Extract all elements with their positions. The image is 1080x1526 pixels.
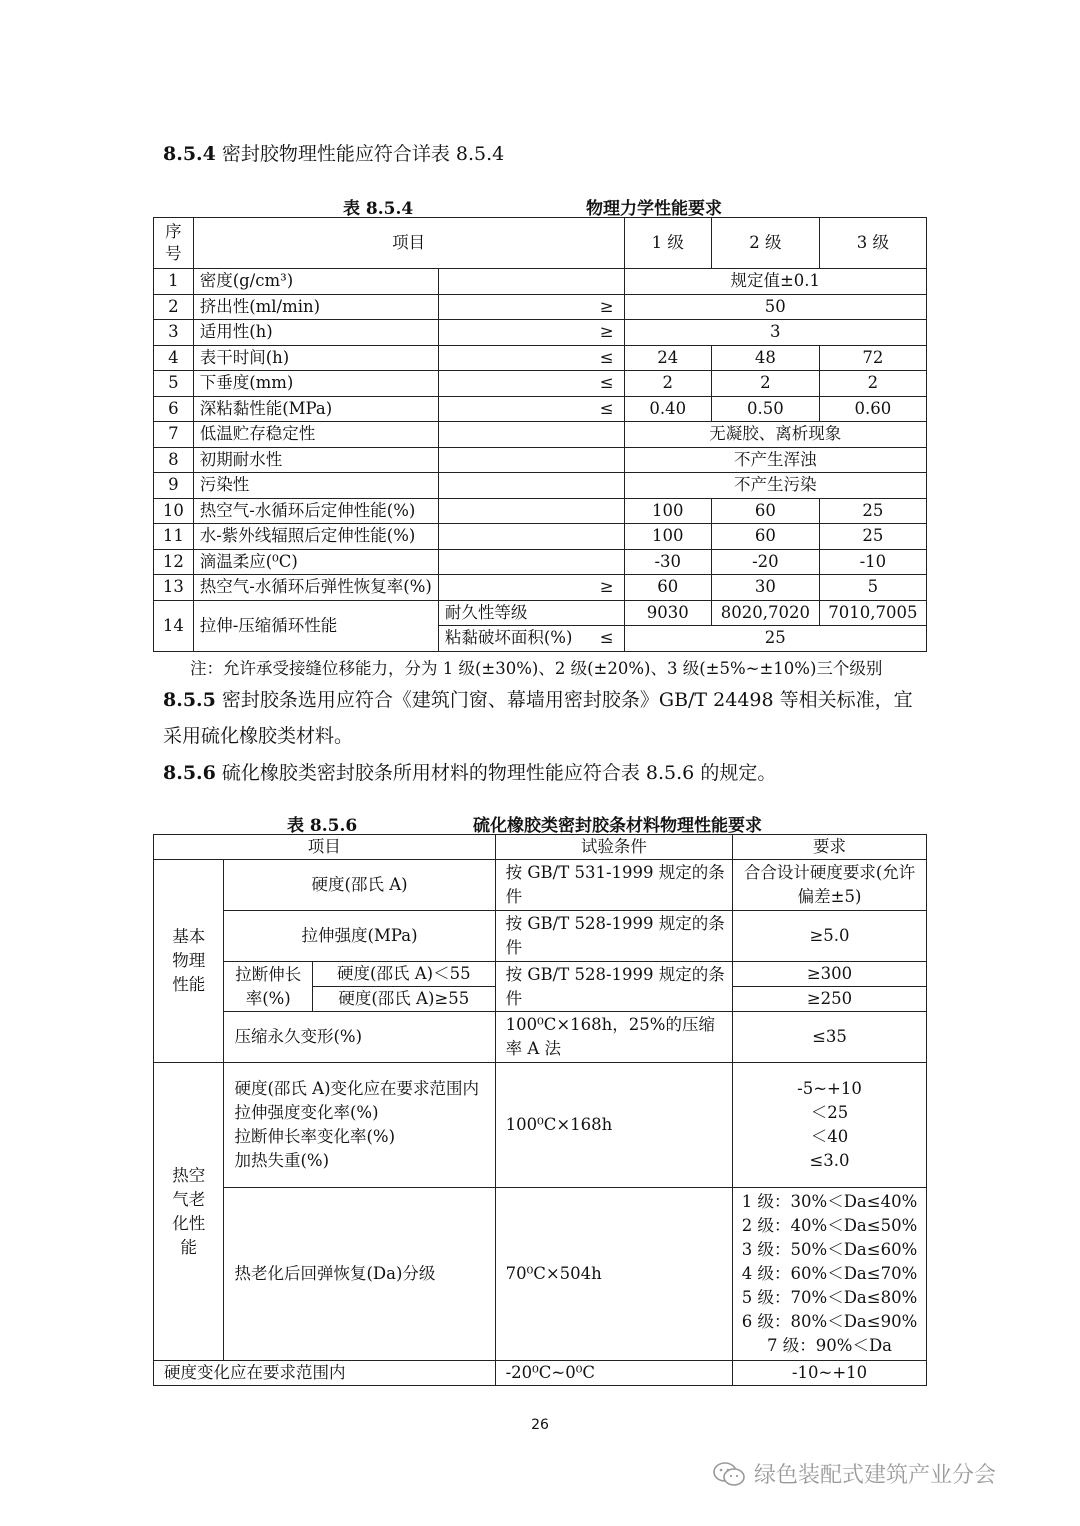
row-requirement: ≥300	[733, 962, 927, 987]
row-value-1: 9030	[624, 600, 711, 626]
row-subitem: 硬度(邵氏 A)＜55	[312, 962, 495, 987]
list-item: 加热失重(%)	[234, 1151, 330, 1170]
row-value-3: 25	[819, 524, 926, 550]
table-row	[154, 422, 927, 448]
header-item: 项目	[193, 218, 624, 269]
comparison-symbol: ≤	[438, 371, 624, 397]
comparison-symbol	[438, 473, 624, 499]
row-item: 表干时间(h)	[193, 345, 438, 371]
table-header-row	[154, 835, 927, 860]
table-row	[154, 962, 927, 987]
row-item: 拉伸-压缩循环性能	[193, 600, 438, 651]
subitem-label: 粘黏破坏面积(%)	[444, 628, 573, 648]
row-item: 密度(g/cm³)	[193, 269, 438, 295]
row-subitem: 硬度(邵氏 A)≥55	[312, 987, 495, 1012]
comparison-symbol	[438, 498, 624, 524]
section-8-5-5	[163, 682, 923, 754]
section-text: 硫化橡胶类密封胶条所用材料的物理性能应符合表 8.5.6 的规定。	[221, 762, 777, 784]
row-subitem: 耐久性等级	[438, 600, 624, 626]
list-item: 4 级：60%＜Da≤70%	[741, 1264, 918, 1283]
header-requirement: 要求	[733, 835, 927, 860]
row-value-merged: 规定值±0.1	[624, 269, 926, 295]
table-row	[154, 1012, 927, 1063]
list-item: 6 级：80%＜Da≤90%	[741, 1312, 918, 1331]
list-item: 5 级：70%＜Da≤80%	[741, 1288, 918, 1307]
table-header-row	[154, 218, 927, 269]
row-number: 9	[154, 473, 194, 499]
row-value-merged: 无凝胶、离析现象	[624, 422, 926, 448]
section-number: 8.5.6	[163, 762, 216, 784]
row-item: 热空气-水循环后定伸性能(%)	[193, 498, 438, 524]
row-item: 水-紫外线辐照后定伸性能(%)	[193, 524, 438, 550]
row-number: 1	[154, 269, 194, 295]
table-caption-number: 表 8.5.6	[287, 816, 358, 836]
row-number: 5	[154, 371, 194, 397]
row-subitem	[438, 626, 624, 652]
row-number: 8	[154, 447, 194, 473]
row-value-2: 60	[711, 498, 819, 524]
row-item: 压缩永久变形(%)	[224, 1012, 495, 1063]
section-number: 8.5.5	[163, 689, 216, 711]
comparison-symbol: ≥	[438, 320, 624, 346]
comparison-symbol: ≤	[438, 345, 624, 371]
section-8-5-4	[163, 136, 923, 172]
physical-properties-table	[153, 217, 927, 652]
header-item: 项目	[154, 835, 496, 860]
header-grade-2: 2 级	[711, 218, 819, 269]
row-requirement: ≥5.0	[733, 911, 927, 962]
header-grade-1: 1 级	[624, 218, 711, 269]
row-value-3: 7010,7005	[819, 600, 926, 626]
table-row	[154, 575, 927, 601]
row-item-list	[224, 1063, 495, 1188]
wechat-icon	[712, 1461, 746, 1487]
row-value-3: 5	[819, 575, 926, 601]
list-item: ≤3.0	[809, 1151, 850, 1170]
page-number: 26	[531, 1417, 549, 1433]
list-item: 3 级：50%＜Da≤60%	[741, 1240, 918, 1259]
row-requirement: ≥250	[733, 987, 927, 1012]
row-number: 14	[154, 600, 194, 651]
row-value-merged: 25	[624, 626, 926, 652]
header-grade-3: 3 级	[819, 218, 926, 269]
row-value-2: 60	[711, 524, 819, 550]
table-caption-title: 硫化橡胶类密封胶条材料物理性能要求	[473, 816, 762, 836]
list-item: -5~+10	[797, 1079, 862, 1098]
row-value-2: 8020,7020	[711, 600, 819, 626]
row-item: 热老化后回弹恢复(Da)分级	[224, 1188, 495, 1361]
table-row	[154, 371, 927, 397]
row-value-1: 100	[624, 524, 711, 550]
row-condition: 70⁰C×504h	[495, 1188, 732, 1361]
row-number: 13	[154, 575, 194, 601]
row-value-2: 2	[711, 371, 819, 397]
header-seq: 序号	[154, 218, 194, 269]
comparison-symbol: ≤	[438, 396, 624, 422]
table-row	[154, 345, 927, 371]
list-item: 拉伸强度变化率(%)	[234, 1103, 379, 1122]
row-value-merged: 3	[624, 320, 926, 346]
row-value-1: 24	[624, 345, 711, 371]
table-row	[154, 860, 927, 911]
list-item: 1 级：30%＜Da≤40%	[741, 1192, 918, 1211]
row-number: 3	[154, 320, 194, 346]
row-value-2: 48	[711, 345, 819, 371]
section-text: 密封胶条选用应符合《建筑门窗、幕墙用密封胶条》GB/T 24498 等相关标准，宜采用硫化橡胶类材料。	[163, 689, 913, 747]
list-item: 硬度(邵氏 A)变化应在要求范围内	[234, 1079, 480, 1098]
list-item: 7 级：90%＜Da	[767, 1336, 893, 1355]
table-row	[154, 524, 927, 550]
row-item: 挤出性(ml/min)	[193, 294, 438, 320]
table-row	[154, 447, 927, 473]
comparison-symbol: ≥	[438, 575, 624, 601]
watermark-text: 绿色装配式建筑产业分会	[754, 1463, 997, 1488]
section-text: 密封胶物理性能应符合详表 8.5.4	[221, 143, 505, 165]
row-requirement: ≤35	[733, 1012, 927, 1063]
row-requirement: 合合设计硬度要求(允许偏差±5)	[733, 860, 927, 911]
row-requirement-list	[733, 1063, 927, 1188]
section-8-5-6	[163, 755, 923, 791]
row-value-merged: 不产生浑浊	[624, 447, 926, 473]
row-value-2: -20	[711, 549, 819, 575]
row-value-1: 0.40	[624, 396, 711, 422]
row-value-3: 0.60	[819, 396, 926, 422]
table-row	[154, 600, 927, 626]
table-caption-title: 物理力学性能要求	[586, 199, 722, 219]
row-number: 4	[154, 345, 194, 371]
row-item: 低温贮存稳定性	[193, 422, 438, 448]
header-condition: 试验条件	[495, 835, 732, 860]
row-item: 初期耐水性	[193, 447, 438, 473]
group-label: 基本物理性能	[154, 860, 224, 1063]
row-condition: 100⁰C×168h	[495, 1063, 732, 1188]
row-item: 滴温柔应(⁰C)	[193, 549, 438, 575]
row-value-2: 0.50	[711, 396, 819, 422]
row-number: 10	[154, 498, 194, 524]
row-value-merged: 50	[624, 294, 926, 320]
table-body	[154, 269, 927, 601]
table-row	[154, 911, 927, 962]
row-number: 2	[154, 294, 194, 320]
table-row	[154, 269, 927, 295]
row-value-3: 2	[819, 371, 926, 397]
rubber-properties-table	[153, 834, 927, 1386]
row-item: 热空气-水循环后弹性恢复率(%)	[193, 575, 438, 601]
row-value-merged: 不产生污染	[624, 473, 926, 499]
row-condition: 100⁰C×168h，25%的压缩率 A 法	[495, 1012, 732, 1063]
row-value-3: -10	[819, 549, 926, 575]
row-number: 12	[154, 549, 194, 575]
row-value-3: 25	[819, 498, 926, 524]
table-row	[154, 498, 927, 524]
row-value-3: 72	[819, 345, 926, 371]
row-value-2: 30	[711, 575, 819, 601]
list-item: 拉断伸长率变化率(%)	[234, 1127, 396, 1146]
row-number: 6	[154, 396, 194, 422]
table-caption-number: 表 8.5.4	[343, 199, 414, 219]
row-condition: -20⁰C~0⁰C	[495, 1361, 732, 1386]
list-item: ＜40	[810, 1127, 849, 1146]
table-row	[154, 549, 927, 575]
row-condition: 按 GB/T 528-1999 规定的条件	[495, 962, 732, 1012]
comparison-symbol	[438, 422, 624, 448]
table-note: 注：允许承受接缝位移能力，分为 1 级(±30%)、2 级(±20%)、3 级(±5%~±10%)三个级别	[190, 659, 883, 678]
row-condition: 按 GB/T 531-1999 规定的条件	[495, 860, 732, 911]
row-condition: 按 GB/T 528-1999 规定的条件	[495, 911, 732, 962]
row-requirement: -10~+10	[733, 1361, 927, 1386]
comparison-symbol: ≤	[599, 628, 614, 648]
row-item: 拉伸强度(MPa)	[224, 911, 495, 962]
table-row	[154, 1188, 927, 1361]
table-row	[154, 1361, 927, 1386]
row-number: 11	[154, 524, 194, 550]
table-row	[154, 294, 927, 320]
row-item: 硬度(邵氏 A)	[224, 860, 495, 911]
list-item: ＜25	[810, 1103, 849, 1122]
row-item: 下垂度(mm)	[193, 371, 438, 397]
comparison-symbol	[438, 549, 624, 575]
table-row	[154, 473, 927, 499]
row-item: 污染性	[193, 473, 438, 499]
row-requirement-list	[733, 1188, 927, 1361]
table-row	[154, 320, 927, 346]
comparison-symbol	[438, 269, 624, 295]
comparison-symbol	[438, 524, 624, 550]
row-number: 7	[154, 422, 194, 448]
table-row	[154, 1063, 927, 1188]
row-value-1: 2	[624, 371, 711, 397]
row-value-1: 100	[624, 498, 711, 524]
row-item: 深粘黏性能(MPa)	[193, 396, 438, 422]
row-value-1: 60	[624, 575, 711, 601]
table-row	[154, 396, 927, 422]
section-number: 8.5.4	[163, 143, 216, 165]
row-value-1: -30	[624, 549, 711, 575]
comparison-symbol	[438, 447, 624, 473]
list-item: 2 级：40%＜Da≤50%	[741, 1216, 918, 1235]
comparison-symbol: ≥	[438, 294, 624, 320]
row-item: 拉断伸长率(%)	[224, 962, 313, 1012]
row-item: 适用性(h)	[193, 320, 438, 346]
watermark	[712, 1458, 996, 1489]
row-item: 硬度变化应在要求范围内	[154, 1361, 496, 1386]
group-label: 热空气老化性能	[154, 1063, 224, 1361]
